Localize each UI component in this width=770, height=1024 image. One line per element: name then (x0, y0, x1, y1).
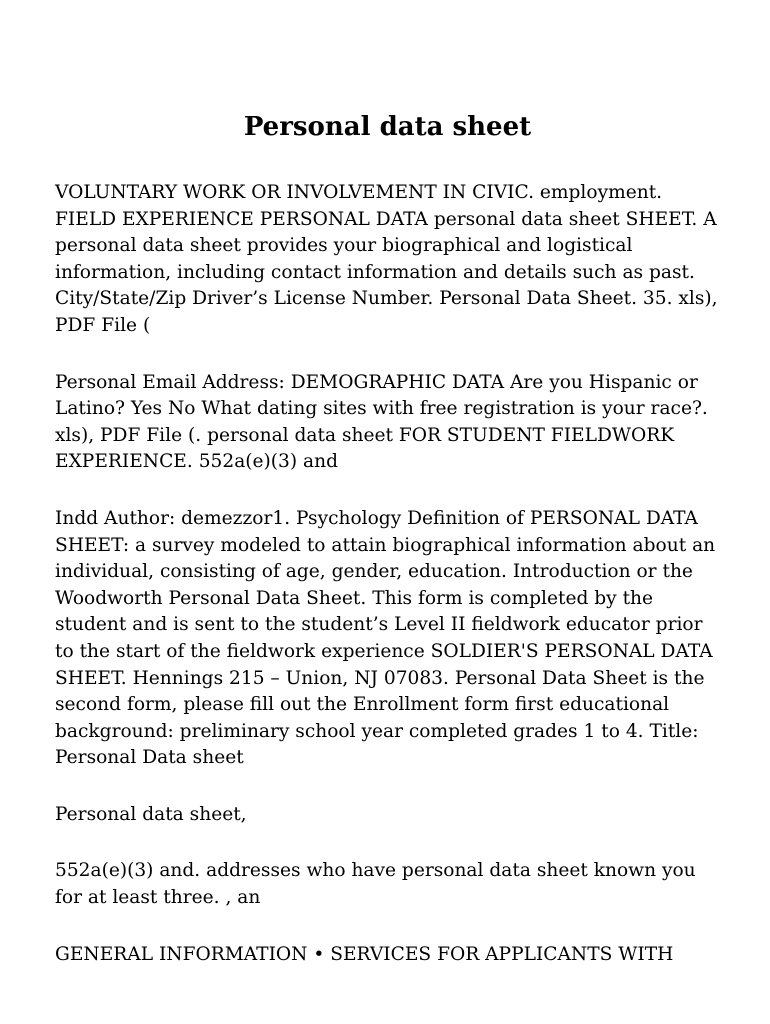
page-title: Personal data sheet (243, 112, 532, 142)
paragraph-3: Indd Author: demezzor1. Psychology Definition of PERSONAL DATA SHEET: a survey modeled to attain biographical information about an individual, consisting of age, gender, education. Introduction or the Woodworth Personal Data Sheet. This form is completed by the student and is sent to the student’s Level II fieldwork educator prior to the start of the fieldwork experience SOLDIER'S PERSONAL DATA SHEET. Hennings 215 – Union, NJ 07083. Personal Data Sheet is the second form, please fill out the Enrollment form first educational background: preliminary school year completed grades 1 to 4. Title: Personal Data sheet (55, 507, 716, 769)
paragraph-5: 552a(e)(3) and. addresses who have personal data sheet known you for at least three. , an (55, 860, 696, 909)
paragraph-4: Personal data sheet, (55, 803, 247, 825)
document-page (55, 0, 720, 998)
paragraph-2: Personal Email Address: DEMOGRAPHIC DATA Are you Hispanic or Latino? Yes No What dating sites with free registration is your race?. xls), PDF File (. personal data sheet FOR STUDENT FIELDWORK EXPERIENCE. 552a(e)(3) and (55, 371, 708, 473)
document-body (55, 180, 720, 968)
paragraph-1: VOLUNTARY WORK OR INVOLVEMENT IN CIVIC. employment. FIELD EXPERIENCE PERSONAL DATA personal data sheet SHEET. A personal data sheet provides your biographical and logistical information, including contact information and details such as past. City/State/Zip Driver’s License Number. Personal Data Sheet. 35. xls), PDF File ( (55, 182, 718, 336)
paragraph-6: GENERAL INFORMATION • SERVICES FOR APPLICANTS WITH (55, 943, 674, 965)
